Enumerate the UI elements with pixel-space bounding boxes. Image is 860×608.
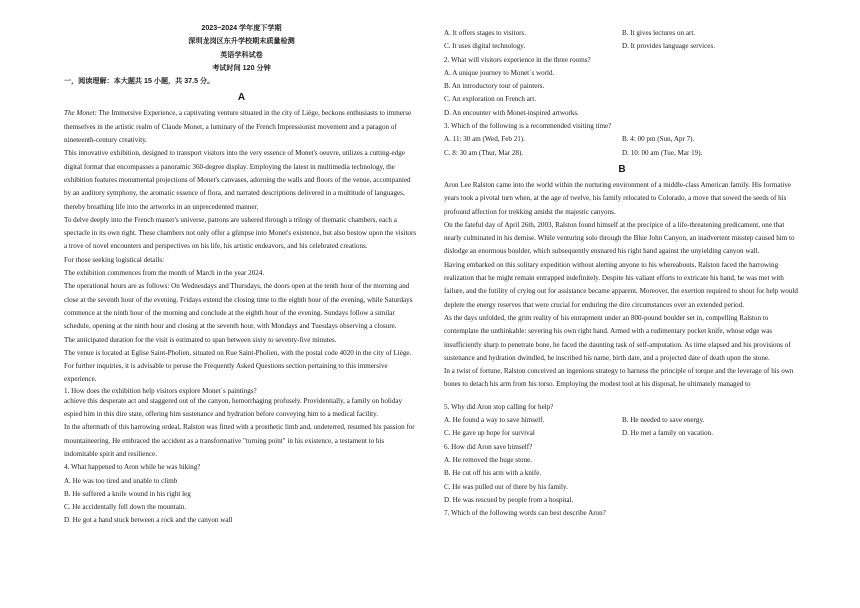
passage-a-paragraph: For further inquiries, it is advisable to peruse the Frequently Asked Questions section pertaining to this immersive experience. [64,362,388,384]
passage-b-continued: In the aftermath of this harrowing ordeal, Ralston was fitted with a prosthetic limb and, undeterred, resumed his passion for mountaineering. He embraced the accident as a transformative "turning point" in his existence, a testament to his indomitable spirit and resilience. [64,423,415,458]
passage-a-paragraph: The exhibition commences from the month of March in the year 2024. [64,269,265,278]
question-3-options [444,147,800,160]
question-4-option: C. He accidentally fell down the mountain. [64,503,187,512]
question-2-option: A. A unique journey to Monet΄s world. [444,68,555,77]
section-b-label: B [618,163,626,175]
subject-title: 英语学科试卷 [220,50,263,59]
exam-year-title: 2023−2024 学年度下学期 [201,24,282,32]
question-4-stem: 4. What happened to Aron while he was hiking? [64,463,201,472]
question-2-option: B. An introductory tour of painters. [444,82,545,91]
question-6-option: B. He cut off his arm with a knife. [444,469,542,478]
section-a-label: A [237,92,246,104]
question-5-options [444,414,800,427]
school-exam-title: 深圳龙岗区东升学校期末质量检测 [188,37,295,46]
passage-a-paragraph: For those seeking logistical details: [64,255,165,264]
passage-b-continued: achieve this desperate act and staggered out of the canyon, hemorrhaging profusely. Providentially, a family on holiday espied him in this dire state, offering him sustenance and hydration before conveying him to a medical facility. [64,396,403,419]
passage-a-paragraph: This innovative exhibition, designed to transport visitors into the very essence of Monet's oeuvre, utilizes a cutting-edge digital format that encompasses a panoramic 360-degree display. Employing the latest in multimedia technology, the exhibition features monumental projections of Monet's canvases, adorning the walls and floors of the venue, accompanied by an auditory symphony, the aromatic essence of flora, and narrated descriptions delivered in a multitude of languages, thereby breathing life into the artworks in an unprecedented manner. [64,149,411,211]
question-6-option: A. He removed the huge stone. [444,455,533,464]
question-1-options [444,27,800,40]
question-3-option: D. 10: 00 am (Tue, Mar 19). [622,148,703,157]
passage-a-paragraph: To delve deeply into the French master's universe, patrons are ushered through a trilogy of thematic chambers, each a spectacle in its own right. These chambers not only offer a glimpse into Monet's existence, but also bestow upon the visitors a trove of novel encounters and perspectives on his life, his artistic endeavors, and his celebrated creations. [64,215,417,251]
question-4-option: D. He got a hand stuck between a rock and the canyon wall [64,516,233,525]
question-3-option: B. 4: 00 pm (Sun, Apr 7). [622,135,695,144]
question-2-option: D. An encounter with Monet-inspired artworks. [444,108,579,117]
question-5-option: D. He met a family on vacation. [622,429,714,438]
question-3-options [444,133,800,146]
passage-b-paragraph: As the days unfolded, the grim reality of his entrapment under an 800-pound boulder set in, compelling Ralston to contemplate the unthinkable: severing his own right hand. Armed with a rudimentary pocket knife, whose edge was insufficiently sharp to penetrate bone, he faced the daunting task of self-amputation. As time elapsed and his provisions of sustenance and hydration dwindled, he inscribed his name, birth date, and a projected date of death upon the stone. [444,313,791,362]
passage-a-paragraph: The venue is located at Eglise Saint-Pholien, situated on Rue Saint-Pholien, with the postal code 4020 in the city of Liège. [64,348,412,357]
passage-a-title: The Monet: [64,109,97,118]
question-5-option: B. He needed to save energy. [622,416,705,425]
question-1-option: A. It offers stages to visitors. [444,29,527,37]
question-2-option: C. An exploration on French art. [444,95,537,104]
question-1-options [444,40,800,53]
question-3-option: A. 11: 30 am (Wed, Feb 21). [444,135,525,144]
question-3-option: C. 8: 30 am (Thur, Mar 28). [444,148,524,157]
question-5-option: A. He found a way to save himself. [444,416,545,425]
passage-a-paragraph: The operational hours are as follows: On Wednesdays and Thursdays, the doors open at the tenth hour of the morning and close at the seventh hour of the evening. Fridays extend the closing time to the eighth hour of the evening, while Saturdays commence at the ninth hour of the morning and conclude at the eighth hour of the evening. Sundays follow a similar schedule, opening at the ninth hour and closing at the seventh hour, with Mondays and Tuesdays observing a closure. [64,282,413,331]
question-7-stem: 7. Which of the following words can best describe Aron? [444,509,606,518]
question-6-option: C. He was pulled out of there by his family. [444,482,568,491]
question-1-option: B. It gives lectures on art. [622,29,696,37]
passage-b-paragraph: Having embarked on this solitary expedition without alerting anyone to his whereabouts, Ralston faced the harrowing realization that he might remain entrapped indefinitely. Despite his valiant efforts to extricate his hand, he was met with failure, and the futility of crying out for assistance became apparent. Moreover, the exertion required to shout for help would deplete the energy reserves that were crucial for enduring the dire circumstances over an extended period. [444,260,798,309]
question-5-stem: 5. Why did Aron stop calling for help? [444,402,554,411]
passage-a-paragraph: The Monet: The Immersive Experience, a captivating venture situated in the city of Liège, beckons enthusiasts to immerse themselves in the artistic realm of Claude Monet, a luminary of the French Impressionist movement and a paragon of nineteenth-century creativity. [64,109,412,145]
question-1-option: D. It provides language services. [622,42,715,51]
question-5-options [444,427,800,440]
exam-duration: 考试时间 120 分钟 [212,63,271,72]
question-6-option: D. He was rescued by people from a hospital. [444,495,574,504]
question-5-option: C. He gave up hope for survival [444,429,535,438]
question-4-option: A. He was too tired and unable to climb [64,476,178,485]
right-column [444,0,800,520]
passage-a-paragraph: The anticipated duration for the visit is estimated to span between sixty to seventy-five minutes. [64,335,337,344]
left-column [64,0,419,528]
passage-b-paragraph: Aron Lee Ralston came into the world within the nurturing environment of a middle-class American family. His formative years took a pivotal turn when, at the age of twelve, his family relocated to Colorado, a move that sowed the seeds of his profound affection for trekking amidst the majestic canyons. [444,180,792,216]
question-4-option: B. He suffered a knife wound in his right leg [64,489,191,498]
passage-b-paragraph: On the fateful day of April 26th, 2003, Ralston found himself at the precipice of a life-threatening predicament, one that nearly culminated in his demise. While venturing solo through the Blue John Canyon, an inadvertent misstep caused him to dislodge an enormous boulder, which subsequently ensnared his right hand against the unyielding canyon wall. [444,220,795,256]
passage-b-paragraph: In a twist of fortune, Ralston conceived an ingenious strategy to harness the principle of torque and the leverage of his own bones to detach his arm from his torso. Employing the modest tool at his disposal, he ultimately managed to [444,367,794,389]
question-6-stem: 6. How did Aron save himself? [444,442,533,451]
question-1-stem: 1. How does the exhibition help visitors explore Monet΄s paintings? [64,386,257,395]
question-3-stem: 3. Which of the following is a recommended visiting time? [444,122,612,131]
part-one-heading: 一，阅读理解：本大题共 15 小题，共 37.5 分。 [64,77,215,86]
question-1-option: C. It uses digital technology. [444,42,526,51]
question-2-stem: 2. What will visitors experience in the three rooms? [444,55,591,64]
